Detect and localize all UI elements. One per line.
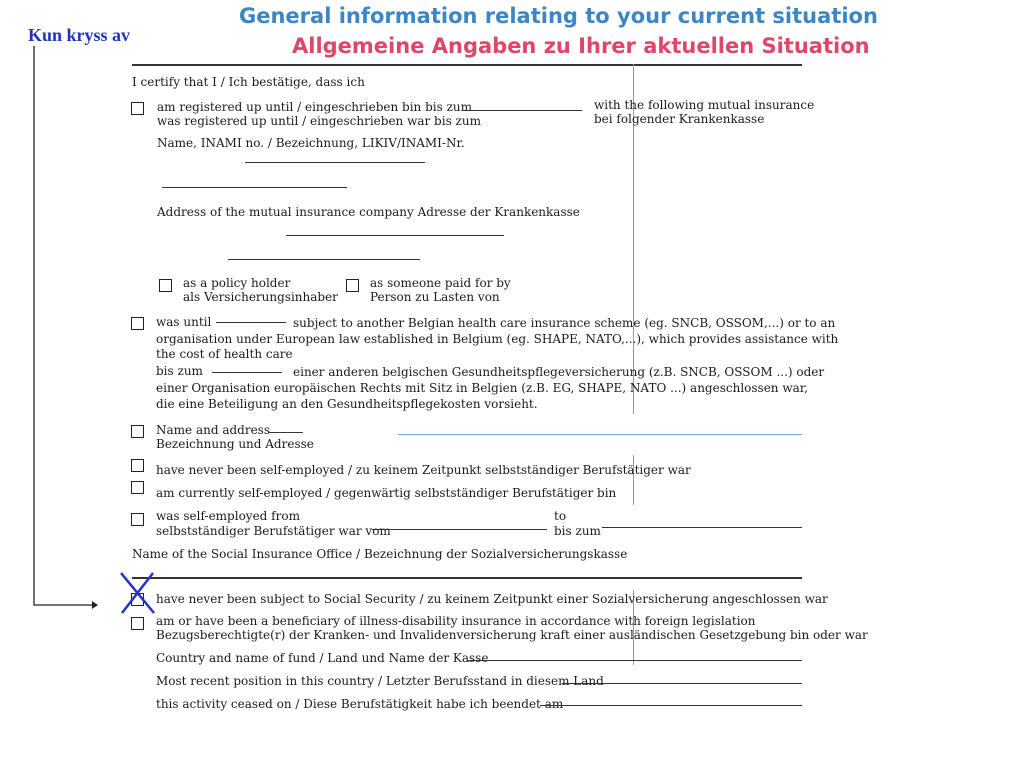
policy-holder-de: als Versicherungsinhaber (183, 290, 338, 304)
name-inami-field-2[interactable] (162, 187, 347, 188)
address-field-2[interactable] (228, 259, 420, 260)
social-office-rule (132, 577, 802, 579)
activity-ceased-field[interactable] (540, 705, 802, 706)
bis-zum-label: bis zum (156, 364, 203, 378)
annotation-note: Kun kryss av (28, 25, 131, 45)
never-self-employed-label: have never been self-employed / zu keinem Zeitpunkt selbstständiger Berufstätiger war (156, 463, 691, 477)
recent-position-label: Most recent position in this country / Letzter Berufsstand in diesem Land (156, 674, 604, 688)
currently-self-employed-label: am currently self-employed / gegenwärtig selbstständiger Berufstätiger bin (156, 486, 617, 500)
was-self-employed-checkbox[interactable] (131, 513, 144, 526)
title-german: Allgemeine Angaben zu Ihrer aktuellen Situation (292, 34, 870, 58)
self-employed-to-field[interactable] (602, 527, 802, 528)
policy-holder-en: as a policy holder (183, 276, 291, 290)
beneficiary-checkbox[interactable] (131, 617, 144, 630)
scheme-en-3: the cost of health care (156, 347, 293, 361)
currently-self-employed-checkbox[interactable] (131, 481, 144, 494)
name-address-checkbox[interactable] (131, 425, 144, 438)
country-fund-field[interactable] (468, 660, 802, 661)
activity-ceased-label: this activity ceased on / Diese Berufstätigkeit habe ich beendet am (156, 697, 564, 711)
address-field[interactable] (286, 235, 504, 236)
registered-date-field[interactable] (462, 110, 582, 111)
bis-zum-field[interactable] (212, 372, 282, 373)
was-until-field[interactable] (216, 322, 286, 323)
registered-checkbox[interactable] (131, 102, 144, 115)
other-scheme-checkbox[interactable] (131, 317, 144, 330)
beneficiary-de: Bezugsberechtigte(r) der Kranken- und Invalidenversicherung kraft einer ausländischen Gesetzgebung bin oder war (156, 628, 868, 642)
name-address-field[interactable] (398, 434, 802, 435)
bis-zum-2-label: bis zum (554, 524, 601, 538)
mutual-de-label: bei folgender Krankenkasse (594, 112, 765, 126)
was-self-employed-en: was self-employed from (156, 509, 300, 523)
cross-mark-icon (118, 570, 158, 616)
never-self-employed-checkbox[interactable] (131, 459, 144, 472)
country-fund-label: Country and name of fund / Land und Name der Kasse (156, 651, 489, 665)
registered-en-label: am registered up until / eingeschrieben bin bis zum (157, 100, 473, 114)
self-employed-from-field[interactable] (372, 529, 547, 530)
address-mutual-label: Address of the mutual insurance company Adresse der Krankenkasse (157, 205, 580, 219)
was-self-employed-de: selbstständiger Berufstätiger war vom (156, 524, 391, 538)
scheme-en-2: organisation under European law established in Belgium (eg. SHAPE, NATO,...), which provides assistance with (156, 332, 839, 346)
social-office-label: Name of the Social Insurance Office / Bezeichnung der Sozialversicherungskasse (132, 547, 628, 561)
scheme-en-1: subject to another Belgian health care insurance scheme (eg. SNCB, OSSOM,...) or to an (293, 316, 836, 330)
name-inami-label: Name, INAMI no. / Bezeichnung, LIKIV/INAMI-Nr. (157, 136, 465, 150)
was-until-label: was until (156, 315, 212, 329)
scheme-de-1: einer anderen belgischen Gesundheitspflegeversicherung (z.B. SNCB, OSSOM ...) oder (293, 365, 825, 379)
name-inami-field[interactable] (245, 162, 425, 163)
mutual-en-label: with the following mutual insurance (594, 98, 815, 112)
to-label: to (554, 509, 567, 523)
name-address-de: Bezeichnung und Adresse (156, 437, 314, 451)
scheme-de-2: einer Organisation europäischen Rechts mit Sitz in Belgien (z.B. EG, SHAPE, NATO ...) angeschlossen war, (156, 381, 808, 395)
registered-de-label: was registered up until / eingeschrieben war bis zum (157, 114, 481, 128)
never-social-security-label: have never been subject to Social Security / zu keinem Zeitpunkt einer Sozialversicherung angeschlossen war (156, 592, 828, 606)
policy-holder-checkbox[interactable] (159, 279, 172, 292)
name-address-en: Name and address (156, 423, 270, 437)
paid-for-de: Person zu Lasten von (370, 290, 500, 304)
certify-text: I certify that I / Ich bestätige, dass ich (132, 75, 365, 89)
name-address-field-short[interactable] (268, 432, 303, 433)
beneficiary-en: am or have been a beneficiary of illness-disability insurance in accordance with foreign legislation (156, 614, 756, 628)
scheme-de-3: die eine Beteiligung an den Gesundheitspflegekosten vorsieht. (156, 397, 538, 411)
title-english: General information relating to your current situation (239, 4, 878, 28)
recent-position-field[interactable] (562, 683, 802, 684)
paid-for-en: as someone paid for by (370, 276, 511, 290)
paid-for-checkbox[interactable] (346, 279, 359, 292)
